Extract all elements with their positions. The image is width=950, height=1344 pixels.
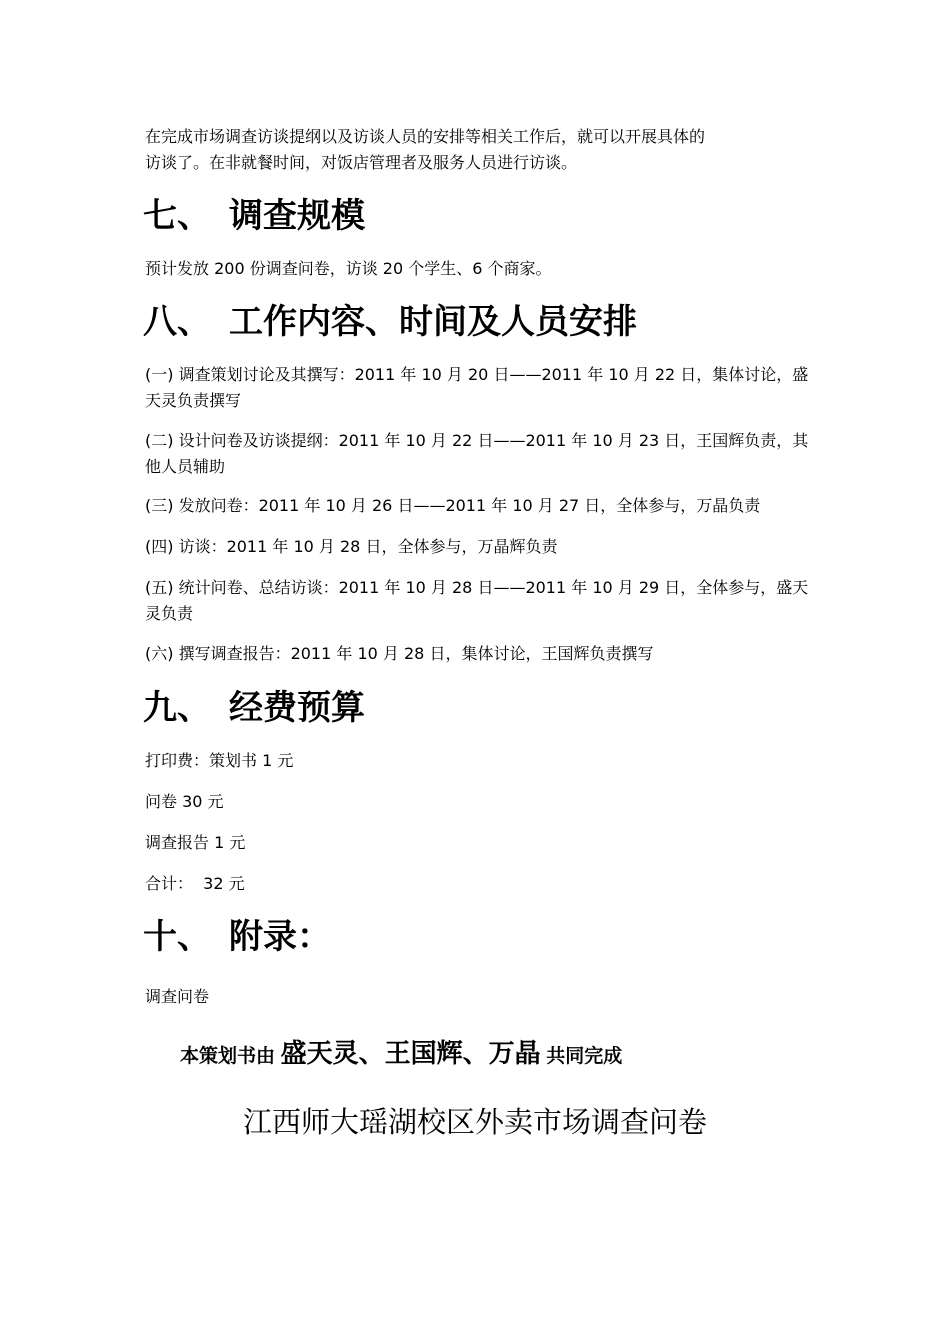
section-title: 调查规模 [229, 196, 365, 236]
section-heading-7 [143, 194, 365, 238]
schedule-item-3: (三) 发放问卷：2011 年 10 月 26 日——2011 年 10 月 27 日，全体参与，万晶负责 [145, 496, 761, 515]
section-heading-9 [143, 686, 365, 730]
section-title: 经费预算 [229, 688, 365, 728]
section-heading-10 [143, 915, 331, 959]
schedule-item-6: (六) 撰写调查报告：2011 年 10 月 28 日，集体讨论，王国辉负责撰写 [145, 644, 654, 663]
scale-paragraph: 预计发放 200 份调查问卷，访谈 20 个学生、6 个商家。 [145, 259, 552, 278]
schedule-item-4: (四) 访谈：2011 年 10 月 28 日，全体参与，万晶辉负责 [145, 537, 558, 556]
schedule-item-5: (五) 统计问卷、总结访谈：2011 年 10 月 28 日——2011 年 10 月 29 日，全体参与，盛天灵负责 [145, 578, 809, 623]
section-number: 十、 [143, 917, 211, 957]
byline-authors: 盛天灵、王国辉、万晶 [280, 1039, 541, 1069]
budget-questionnaire: 问卷 30 元 [145, 792, 224, 811]
budget-total: 合计： 32 元 [145, 874, 245, 893]
schedule-item-1: (一) 调查策划讨论及其撰写：2011 年 10 月 20 日——2011 年 10 月 22 日，集体讨论，盛天灵负责撰写 [145, 365, 809, 410]
byline-prefix: 本策划书由 [180, 1045, 276, 1067]
appendix-item: 调查问卷 [145, 987, 210, 1006]
section-number: 七、 [143, 196, 211, 236]
byline-suffix: 共同完成 [546, 1045, 623, 1067]
section-number: 九、 [143, 688, 211, 728]
section-title: 工作内容、时间及人员安排 [229, 302, 637, 342]
intro-line-2: 访谈了。在非就餐时间，对饭店管理者及服务人员进行访谈。 [145, 153, 578, 172]
section-heading-8 [143, 300, 637, 344]
schedule-item-2: (二) 设计问卷及访谈提纲：2011 年 10 月 22 日——2011 年 10 月 23 日，王国辉负责，其他人员辅助 [145, 431, 809, 476]
authors-byline [180, 1034, 622, 1077]
questionnaire-title: 江西师大瑶湖校区外卖市场调查问卷 [242, 1105, 707, 1139]
intro-line-1: 在完成市场调查访谈提纲以及访谈人员的安排等相关工作后，就可以开展具体的 [145, 127, 706, 146]
budget-report: 调查报告 1 元 [145, 833, 246, 852]
section-number: 八、 [143, 302, 211, 342]
intro-paragraph [145, 124, 810, 176]
section-title: 附录： [229, 917, 331, 957]
budget-print: 打印费：策划书 1 元 [145, 751, 294, 770]
